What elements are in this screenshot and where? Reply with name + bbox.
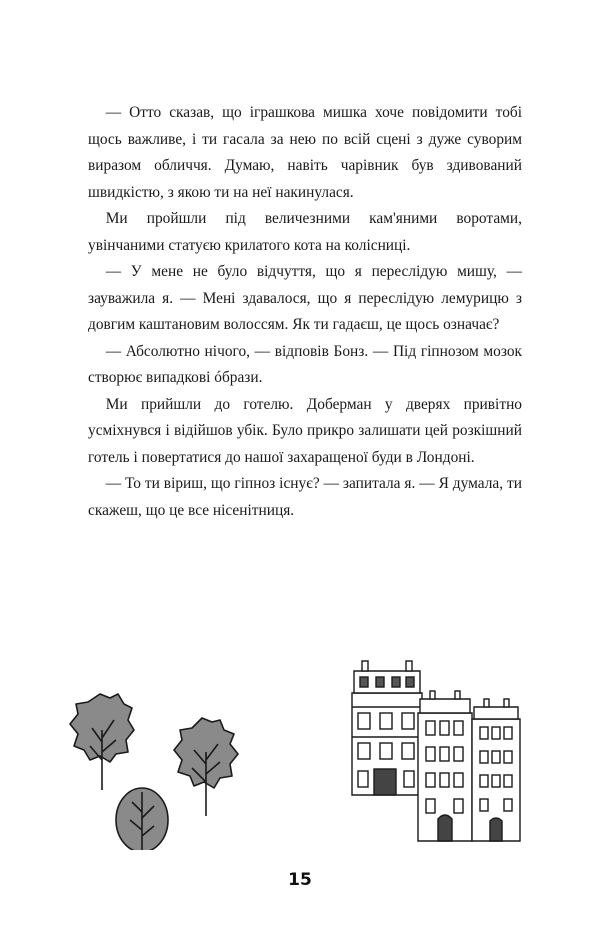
building-right-icon <box>472 699 520 841</box>
paragraph-6: — То ти віриш, що гіпноз існує? — запитала я. — Я думала, ти скажеш, що це все нісенітниця. <box>88 475 522 519</box>
paragraph-1: — Отто сказав, що іграшкова мишка хоче повідомити тобі щось важливе, і ти гасала за нею по всій сцені з дуже суворим виразом обличчя. Думаю, навіть чарівник був здивований швидкістю, з якою ти на неї накинулася. <box>88 104 522 201</box>
tree-left-icon <box>70 694 134 790</box>
paragraph-2: Ми пройшли під величезними кам'яними воротами, увінчаними статуєю крилатого кота на колісниці. <box>88 210 522 254</box>
building-left-icon <box>352 661 422 795</box>
tree-oval-icon <box>116 788 168 850</box>
paragraph-4: — Абсолютно нічого, — відповів Бонз. — Під гіпнозом мозок створює випадкові óбрази. <box>88 342 522 386</box>
body-text <box>88 100 522 524</box>
page-number: 15 <box>288 870 312 890</box>
building-middle-icon <box>418 691 472 841</box>
paragraph-3: — У мене не було відчуття, що я переслідую мишу, — зауважила я. — Мені здавалося, що я переслідую лемурицю з довгим каштановим волоссям. Як ти гадаєш, це щось означає? <box>88 263 522 333</box>
tree-right-icon <box>174 718 238 816</box>
trees-illustration <box>62 680 252 850</box>
paragraph-5: Ми прийшли до готелю. Доберман у дверях привітно усміхнувся і відійшов убік. Було прикро залишати цей розкішний готель і повертатися до нашої захаращеної буди в Лондоні. <box>88 395 522 466</box>
townhouses-illustration <box>340 655 530 850</box>
